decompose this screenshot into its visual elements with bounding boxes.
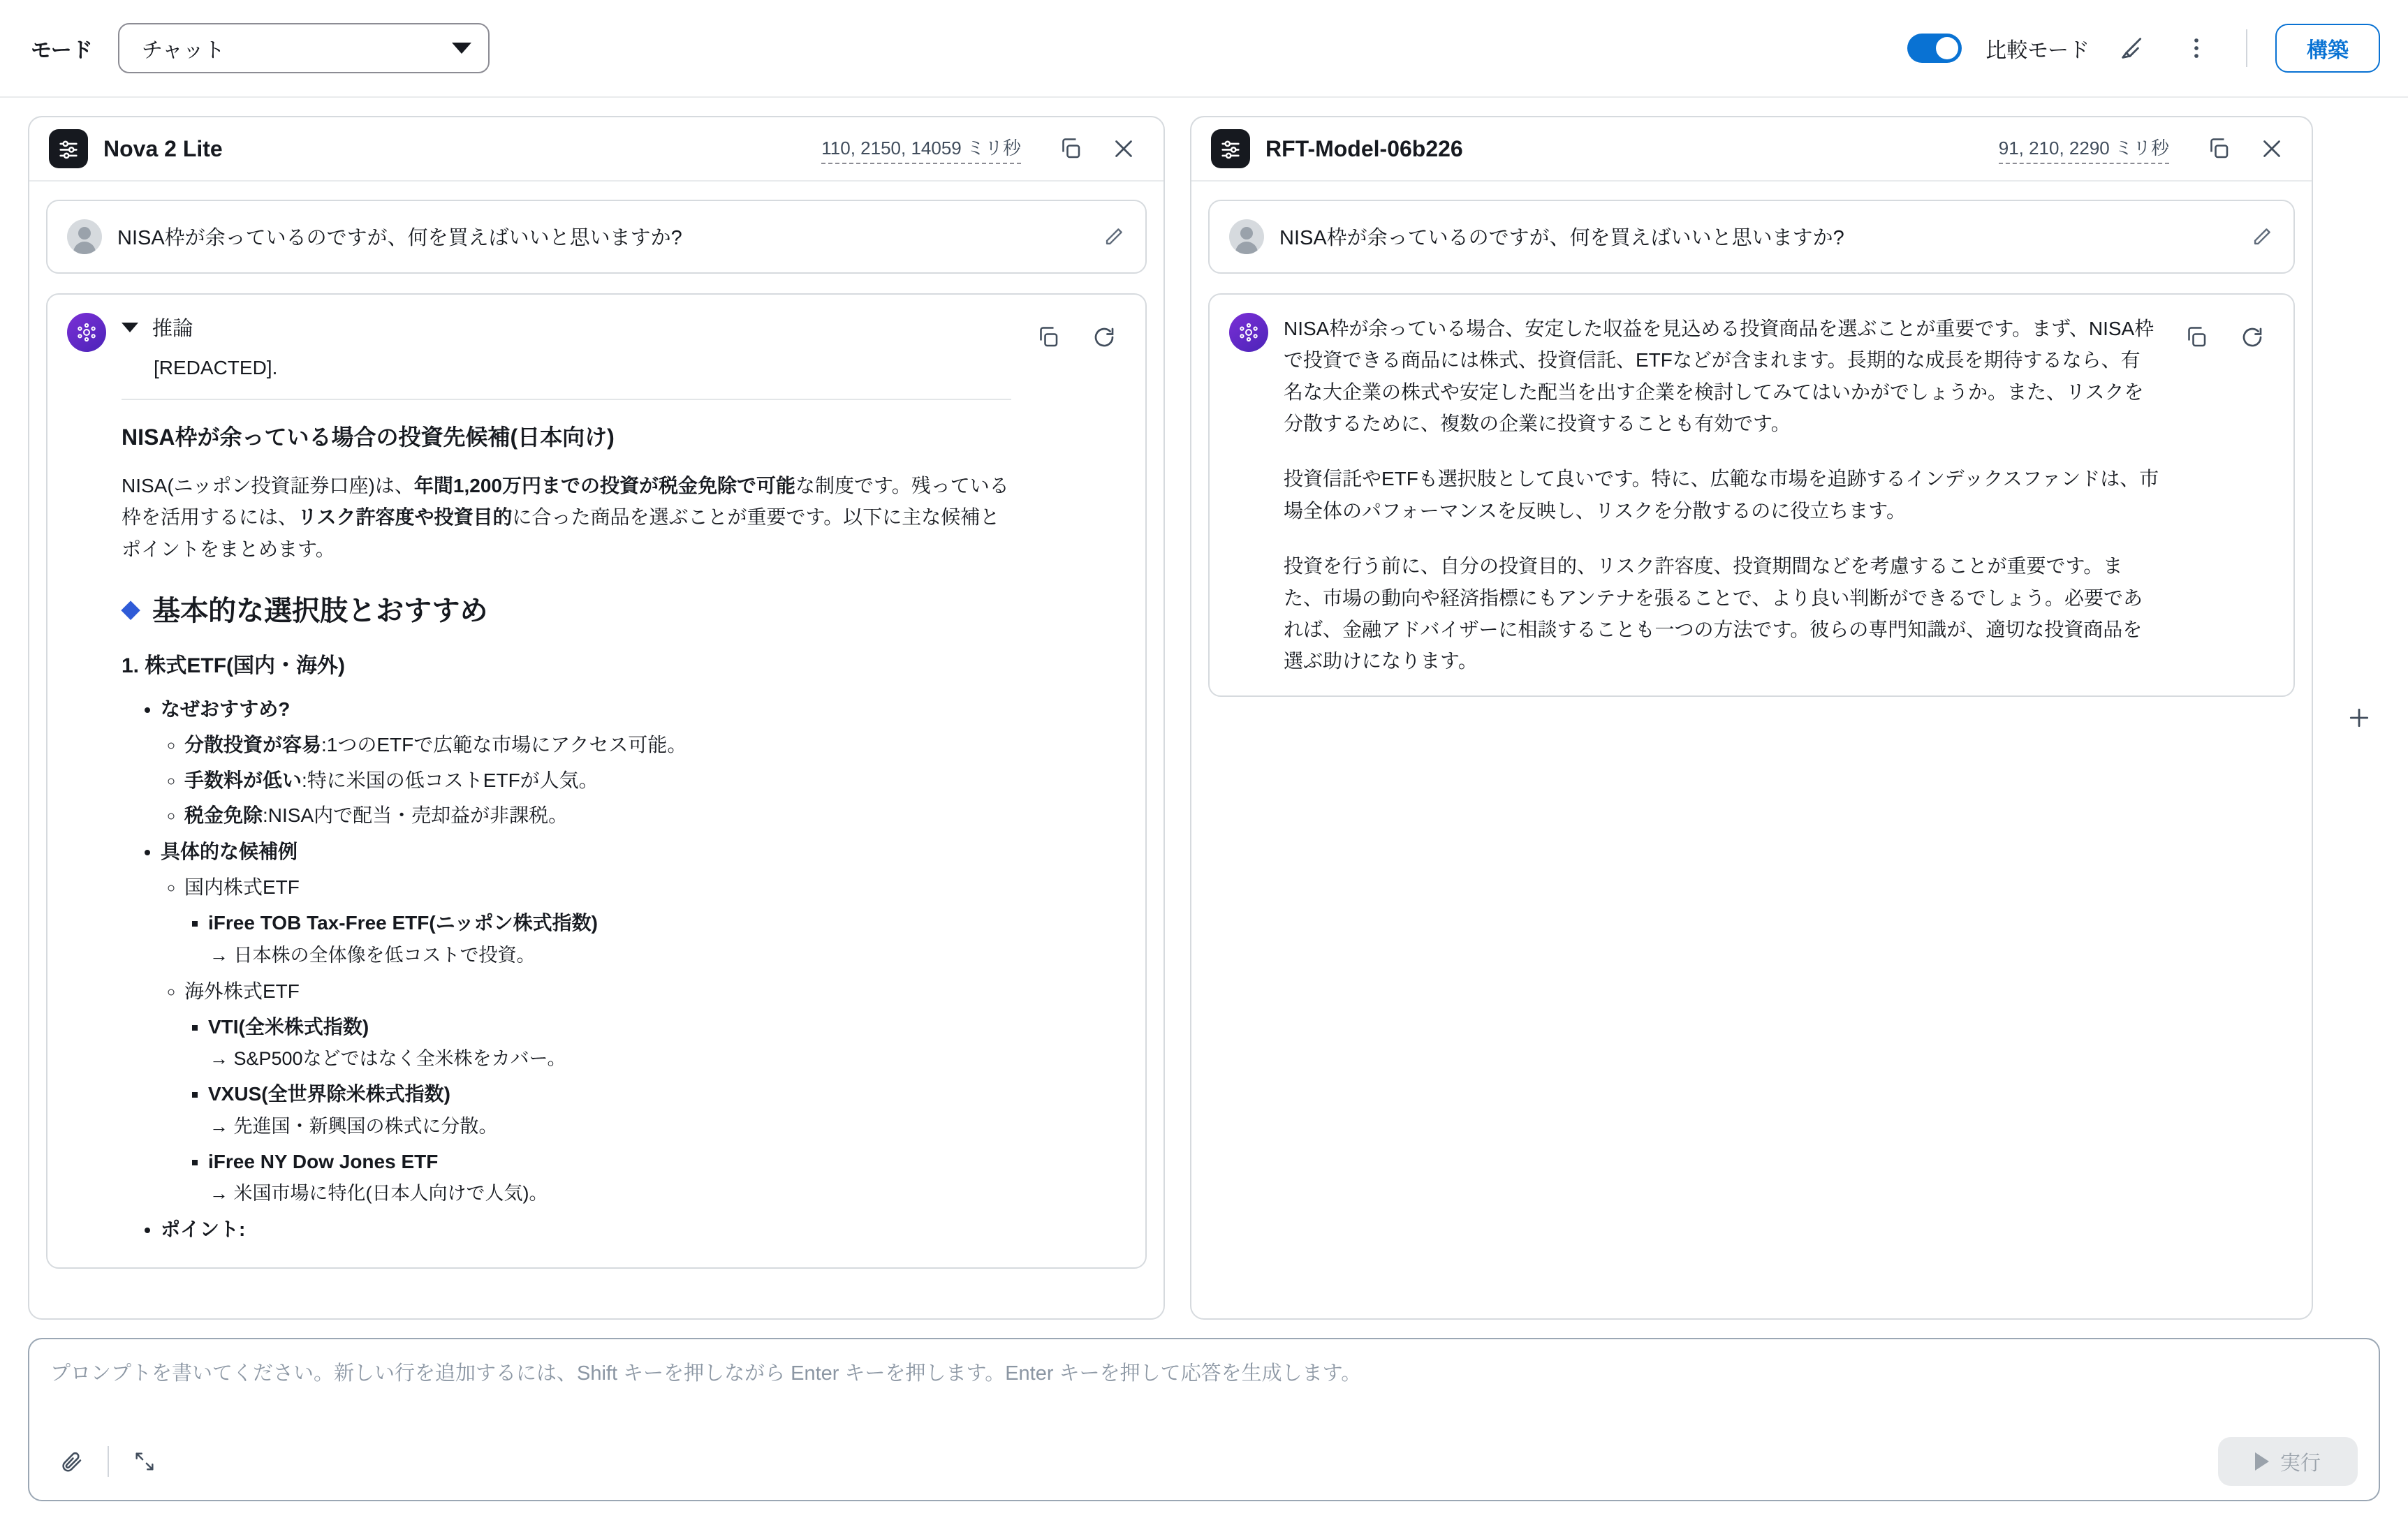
plus-icon[interactable] [2338,696,2380,739]
composer-toolbar [50,1437,2358,1486]
compare-mode-toggle[interactable] [1907,34,1962,63]
more-vertical-icon[interactable] [2175,27,2218,70]
left-model-panel [28,116,1165,1320]
left-header-icons [1049,127,1145,170]
right-response-row [1229,313,2274,677]
left-response-actions [1027,313,1126,359]
assistant-avatar-icon [1229,313,1268,352]
toolbar-divider [2246,29,2247,67]
item-note: → 米国市場に特化(日本人向けで人気)。 [210,1182,548,1204]
expand-icon[interactable] [123,1440,166,1483]
close-icon[interactable] [1102,127,1145,170]
bullet-label: ポイント: [161,1218,246,1240]
copy-icon[interactable] [1027,316,1070,359]
subsection-heading: 1. 株式ETF(国内・海外) [122,654,345,678]
edit-icon[interactable] [2250,219,2274,249]
composer-divider [108,1446,109,1477]
item-title: VTI(全米株式指数) [208,1016,369,1038]
sub-list [161,730,1011,830]
divider [122,399,1011,400]
list-item [208,1012,1011,1074]
broom-icon[interactable] [2110,27,2154,70]
item-note: → 先進国・新興国の株式に分散。 [210,1115,498,1137]
right-model-name: RFT-Model-06b226 [1265,135,1463,161]
intro-part-2: な制度です。残っている枠を活用するには、 [122,475,1009,529]
left-latency: 110, 2150, 14059 ミリ秒 [821,134,1021,164]
top-bar-right [1907,24,2380,73]
bullet-label: なぜおすすめ? [161,698,291,721]
list-item [184,872,1011,971]
close-icon[interactable] [2250,127,2293,170]
intro-part-1: 年間1,200万円までの投資が税金免除で可能 [413,475,795,496]
item-title: VXUS(全世界除米株式指数) [208,1083,450,1105]
model-settings-icon[interactable] [1211,129,1250,168]
intro-part-0: NISA(ニッポン投資証券口座)は、 [122,475,414,496]
main-area [0,98,2408,1320]
model-settings-icon[interactable] [49,129,88,168]
intro-part-3: リスク許容度や投資目的 [298,506,513,529]
right-assistant-response-card [1208,293,2295,697]
reasoning-toggle[interactable] [122,313,1011,341]
list-item [208,908,1011,970]
list-item [184,765,1011,795]
right-panel-body[interactable] [1191,182,2312,1318]
list-item [208,1079,1011,1141]
assistant-avatar-icon [67,313,106,352]
sub-list [161,872,1011,1209]
right-latency: 91, 210, 2290 ミリ秒 [1999,134,2169,164]
mode-select[interactable] [118,23,490,73]
right-user-message-card [1208,200,2295,274]
item-bold: 手数料が低い [184,769,302,791]
chevron-down-icon [452,43,471,54]
avatar [1229,219,1264,254]
right-panel-header [1191,117,2312,182]
run-button-label: 実行 [2279,1452,2321,1475]
right-model-panel [1190,116,2313,1320]
right-response-actions [2175,313,2274,359]
item-rest: :特に米国の低コストETFが人気。 [302,769,599,791]
play-icon [2255,1452,2269,1471]
copy-icon[interactable] [1049,127,1092,170]
item-bold: 税金免除 [184,804,263,827]
left-panel-header [29,117,1163,182]
left-user-message-card [46,200,1147,274]
list-item [161,694,1011,831]
response-paragraph: NISA枠が余っている場合、安定した収益を見込める投資商品を選ぶことが重要です。まず、NISA枠で投資できる商品には株式、投資信託、ETFなどが含まれます。長期的な成長を期待するなら、有名な大企業の株式や安定した配当を出す企業を検討してみてはいかがでしょうか。また、リスクを分散するために、複数の企業に投資することも有効です。 [1284,318,2154,435]
answer-bullet-list [140,694,1011,1244]
section-heading-text: 基本的な選択肢とおすすめ [152,596,488,627]
list-item [161,1214,1011,1244]
group-name: 海外株式ETF [184,980,300,1002]
prompt-composer[interactable] [28,1338,2380,1501]
list-item [161,837,1011,1209]
item-rest: :1つのETFで広範な市場にアクセス可能。 [321,734,687,756]
sub-sub-list [184,1012,1011,1209]
list-item [184,730,1011,760]
intro-part-4: に合った商品を選ぶことが重要です。以下に主な候補とポイントをまとめます。 [122,506,1000,560]
response-paragraph: 投資信託やETFも選択肢として良いです。特に、広範な市場を追跡するインデックスファンドは、市場全体のパフォーマンスを反映し、リスクを分散するのに役立ちます。 [1284,468,2159,522]
run-button[interactable] [2218,1437,2358,1486]
left-response-body [122,313,1011,1249]
copy-icon[interactable] [2197,127,2240,170]
item-bold: 分散投資が容易 [184,734,322,756]
refresh-icon[interactable] [2231,316,2274,359]
edit-icon[interactable] [1102,219,1126,249]
mode-label: モード [31,39,93,62]
right-header-icons [2197,127,2293,170]
refresh-icon[interactable] [1082,316,1126,359]
list-item [184,800,1011,830]
attachment-icon[interactable] [50,1440,94,1483]
copy-icon[interactable] [2175,316,2218,359]
left-model-name: Nova 2 Lite [103,135,223,161]
chevron-down-icon [122,323,138,332]
bullet-label: 具体的な候補例 [161,840,298,862]
group-name: 国内株式ETF [184,876,300,899]
mode-select-value: チャット [141,39,225,62]
reasoning-body: [REDACTED]. [154,357,278,378]
right-response-body [1284,313,2159,677]
answer-intro [122,470,1011,565]
section-heading [122,589,1011,628]
left-user-message-text: NISA枠が余っているのですが、何を買えばいいと思いますか? [117,227,682,249]
item-rest: :NISA内で配当・売却益が非課税。 [263,804,568,827]
item-note: → 日本株の全体像を低コストで投資。 [210,944,536,966]
list-item [184,976,1011,1209]
composer-area [0,1320,2408,1525]
item-title: iFree TOB Tax-Free ETF(ニッポン株式指数) [208,912,598,934]
response-paragraph: 投資を行う前に、自分の投資目的、リスク許容度、投資期間などを考慮することが重要です。また、市場の動向や経済指標にもアンテナを張ることで、より良い判断ができるでしょう。必要であれば、金融アドバイザーに相談することも一つの方法です。彼らの専門知識が、適切な投資商品を選ぶ助けになります。 [1284,555,2143,672]
prompt-input[interactable]: プロンプトを書いてください。新しい行を追加するには、Shift キーを押しながら Enter キーを押します。Enter キーを押して応答を生成します。 [50,1362,1362,1385]
right-user-message-text: NISA枠が余っているのですが、何を買えばいいと思いますか? [1279,227,1844,249]
item-note: → S&P500などではなく全米株をカバー。 [210,1048,566,1070]
list-item [208,1147,1011,1209]
build-button[interactable]: 構築 [2275,24,2380,73]
left-panel-body[interactable] [29,182,1163,1318]
diamond-icon: ◆ [122,595,140,622]
item-title: iFree NY Dow Jones ETF [208,1150,439,1172]
reasoning-label: 推論 [152,318,193,340]
compare-mode-label: 比較モード [1985,39,2090,62]
left-response-row [67,313,1126,1249]
left-assistant-response-card [46,293,1147,1269]
answer-title: NISA枠が余っている場合の投資先候補(日本向け) [122,425,615,450]
top-bar [0,0,2408,98]
avatar [67,219,102,254]
add-model-panel-column [2338,116,2380,1320]
sub-sub-list [184,908,1011,970]
